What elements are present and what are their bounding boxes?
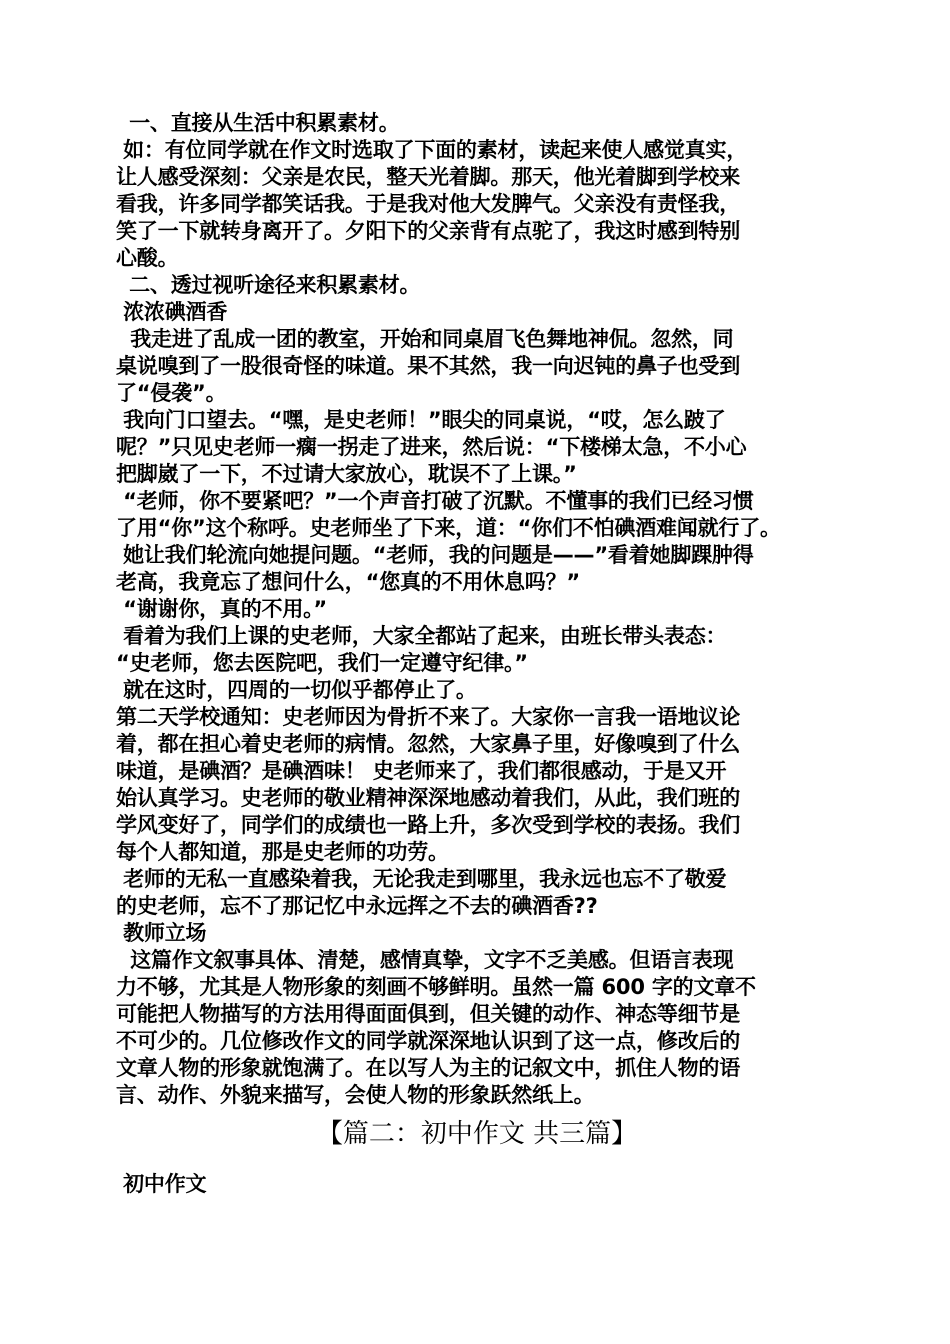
document-body [116,110,838,1109]
paragraph: “老师，你不要紧吧？”一个声音打破了沉默。不懂事的我们已经习惯 了用“你”这个称呼。史老师坐了下来，道：“你们不怕碘酒难闻就行了。 她让我们轮流向她提问题。“老师，我的问题是——”看着她脚踝肿得 老高，我竟忘了想问什么，“您真的不用休息吗？” [116,489,781,594]
sub-heading: 初中作文 [116,1172,207,1196]
paragraph: 我走进了乱成一团的教室，开始和同桌眉飞色舞地神侃。忽然，同 桌说嗅到了一股很奇怪的味道。果不其然，我一向迟钝的鼻子也受到 了“侵袭”。 [116,327,740,405]
teacher-comment-heading: 教师立场 [116,921,207,945]
heading-one: 一、直接从生活中积累素材。 [122,111,400,135]
teacher-comment: 这篇作文叙事具体、清楚，感情真挚，文字不乏美感。但语言表现 力不够，尤其是人物形象的刻画不够鲜明。虽然一篇 600 字的文章不 可能把人物描写的方法用得面面俱到，但关键的动作、神态等细节是 不可少的。几位修改作文的同学就深深地认识到了这一点，修改后的 文章人物的形象就饱满了。在以写人为主的记叙文中，抓住人物的语 言、动作、外貌来描写，会使人物的形象跃然纸上。 [116,948,756,1107]
paragraph: 我向门口望去。“嘿，是史老师！”眼尖的同桌说，“哎，怎么跛了 呢？”只见史老师一瘸一拐走了进来，然后说：“下楼梯太急，不小心 把脚崴了一下，不过请大家放心，耽误不了上课。” [116,408,747,486]
section-title: 【篇二：初中作文 共三篇】 [316,1119,638,1149]
paragraph: 第二天学校通知：史老师因为骨折不来了。大家你一言我一语地议论 着，都在担心着史老师的病情。忽然，大家鼻子里，好像嗅到了什么 味道，是碘酒？是碘酒味！ 史老师来了，我们都很感动，于是又开 始认真学习。史老师的敬业精神深深地感动着我们，从此，我们班的 学风变好了，同学们的成绩也一路上升，多次受到学校的表扬。我们 每个人都知道，那是史老师的功劳。 [116,705,740,864]
paragraph: 看着为我们上课的史老师，大家全都站了起来，由班长带头表态： “史老师，您去医院吧，我们一定遵守纪律。” [116,624,727,675]
paragraph: “谢谢你，真的不用。” [116,597,328,621]
paragraph: 如：有位同学就在作文时选取了下面的素材，读起来使人感觉真实， 让人感受深刻：父亲是农民，整天光着脚。那天，他光着脚到学校来 看我，许多同学都笑话我。于是我对他大发脾气。父亲没有责怪我， 笑了一下就转身离开了。夕阳下的父亲背有点驼了，我这时感到特别 心酸。 [116,138,748,270]
paragraph: 就在这时，四周的一切似乎都停止了。 [116,678,477,702]
essay-title: 浓浓碘酒香 [116,300,228,324]
heading-two: 二、透过视听途径来积累素材。 [122,273,421,297]
paragraph: 老师的无私一直感染着我，无论我走到哪里，我永远也忘不了敬爱 的史老师，忘不了那记忆中永远挥之不去的碘酒香?? [116,867,727,918]
